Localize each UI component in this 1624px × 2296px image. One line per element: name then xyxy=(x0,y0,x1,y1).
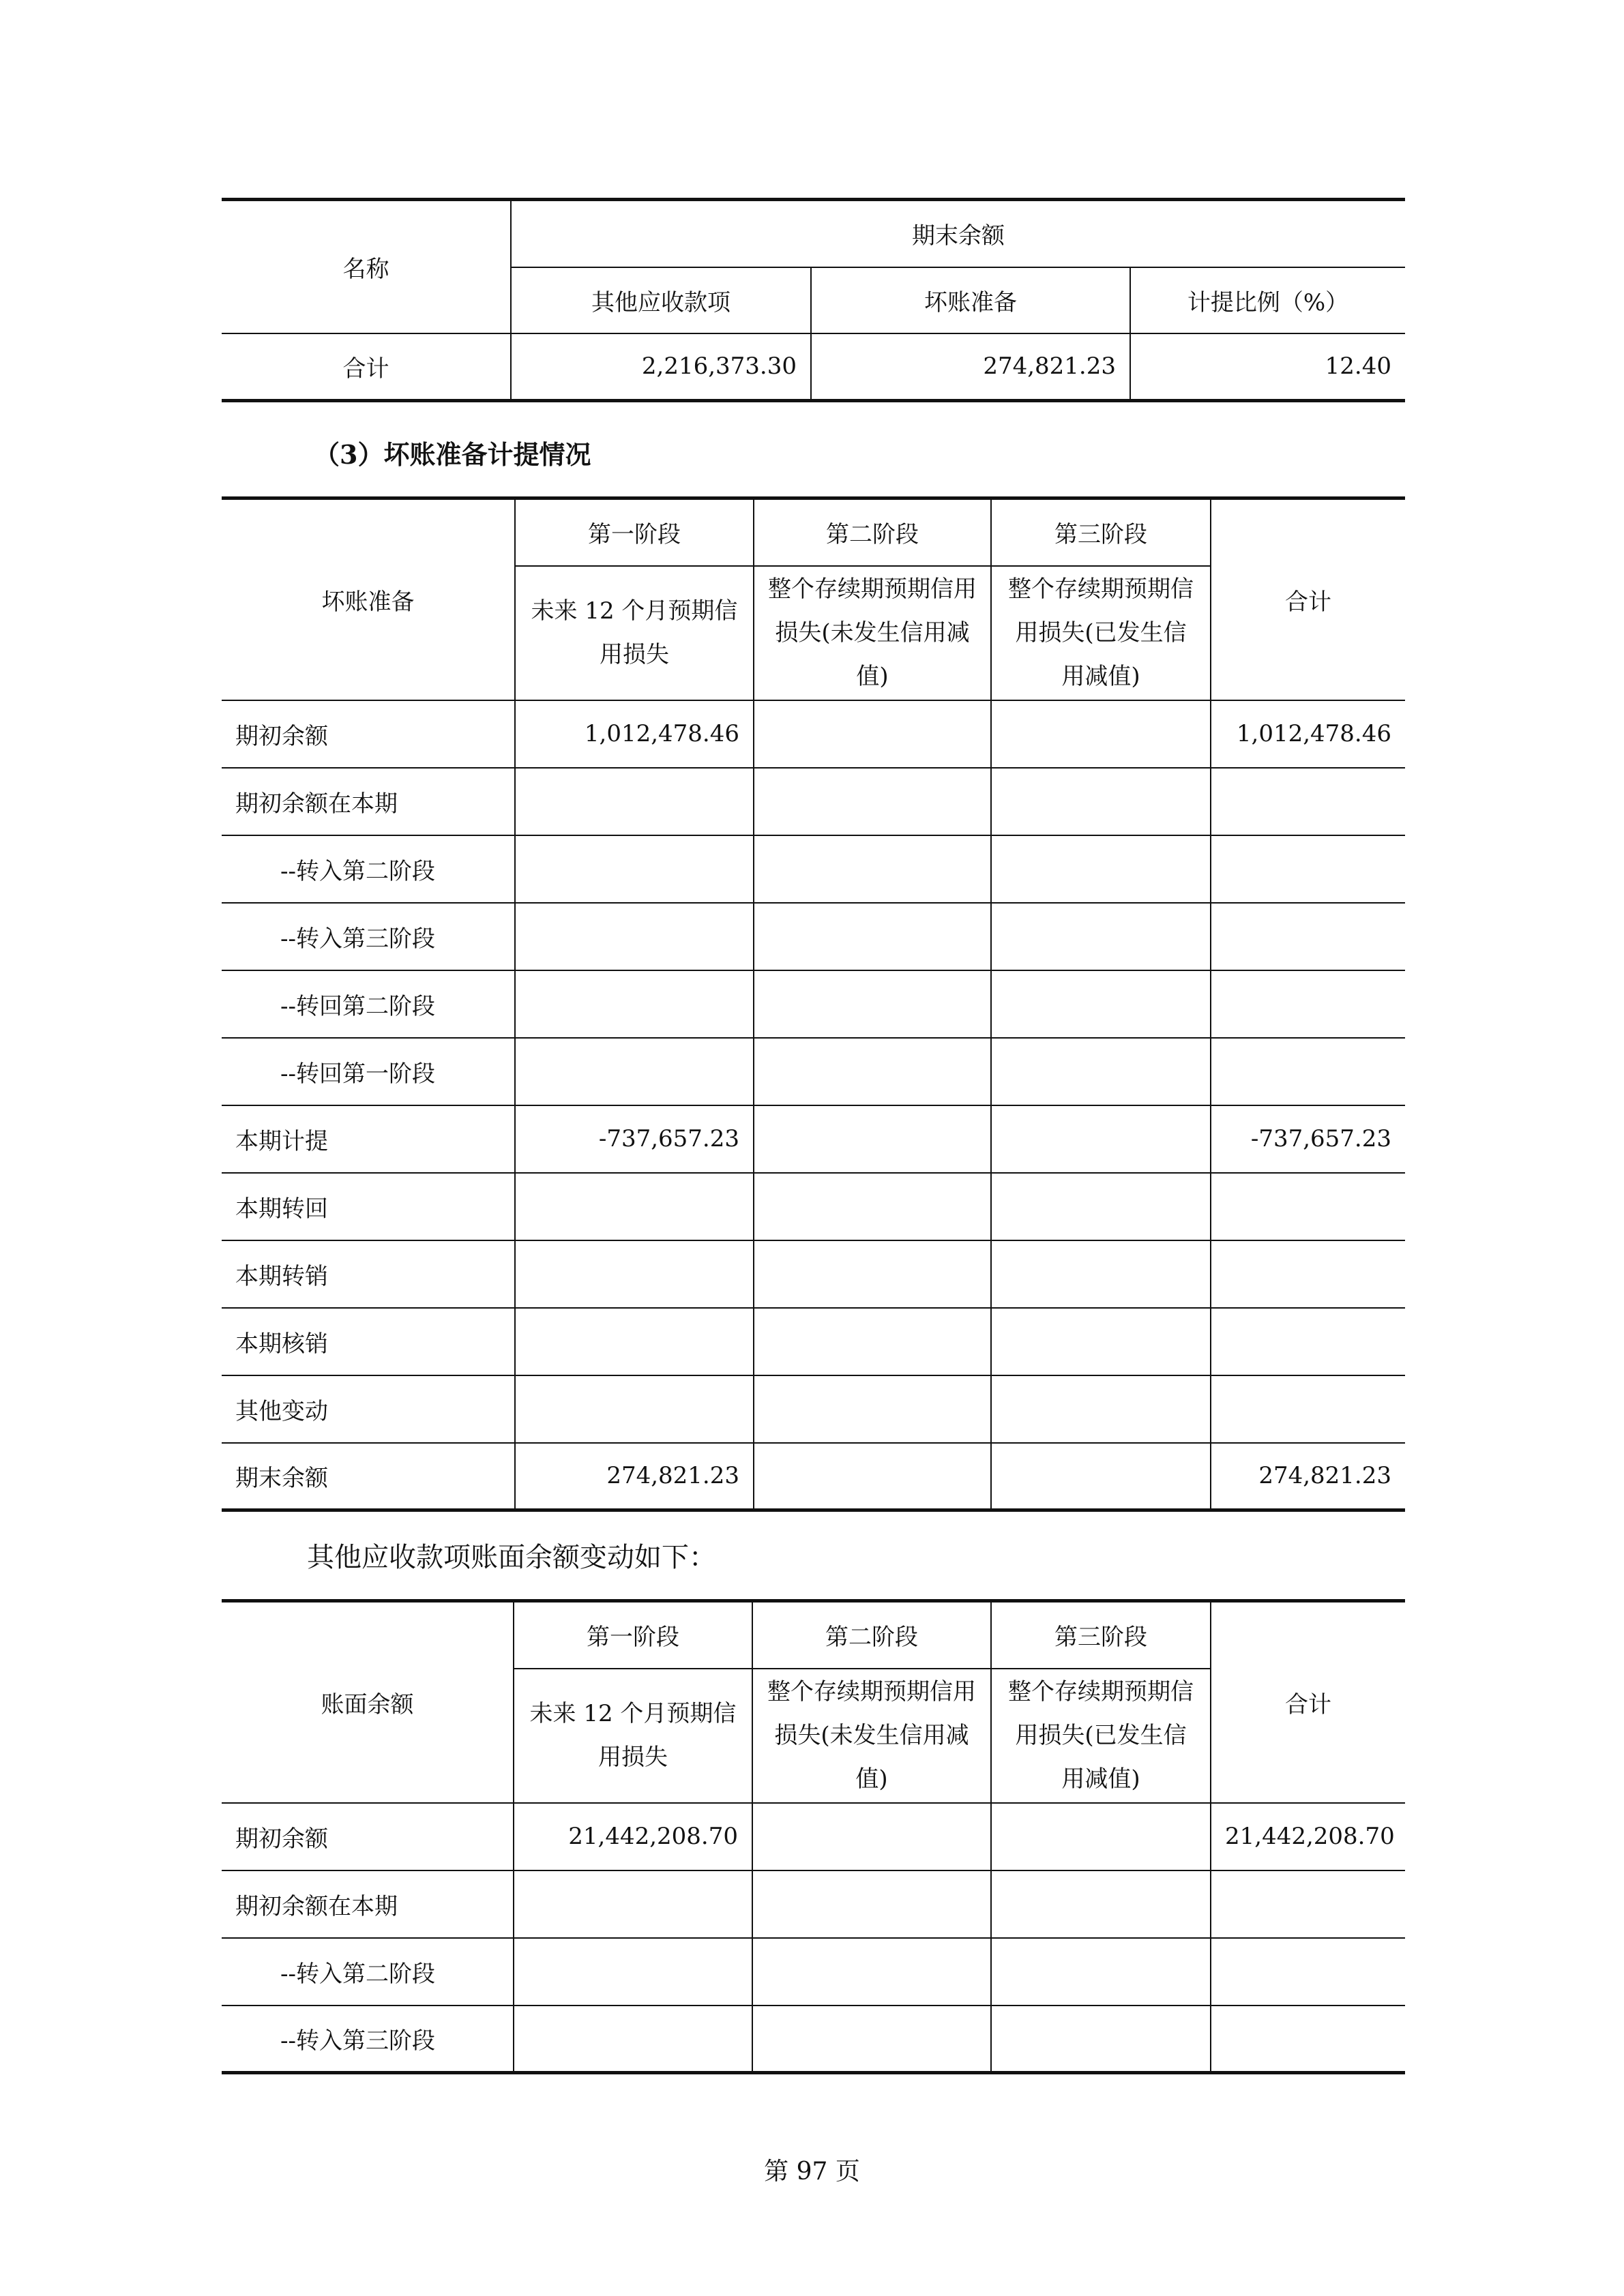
cell-value xyxy=(991,970,1211,1038)
table-row xyxy=(222,1038,1405,1105)
row-label: --转入第二阶段 xyxy=(222,835,515,903)
cell-value xyxy=(1211,1173,1405,1240)
table-row xyxy=(222,1240,1405,1308)
cell-value xyxy=(515,1038,754,1105)
header-row-label: 坏账准备 xyxy=(222,498,515,700)
cell-value xyxy=(515,1308,754,1375)
cell-value xyxy=(1211,835,1405,903)
cell-value xyxy=(514,2006,752,2073)
row-label: --转入第三阶段 xyxy=(222,2006,514,2073)
cell-value: 1,012,478.46 xyxy=(1211,700,1405,768)
header-total: 合计 xyxy=(1211,498,1405,700)
paragraph-carrying-amount-change: 其他应收款项账面余额变动如下： xyxy=(307,1542,716,1573)
cell-value xyxy=(754,903,991,970)
cell-value xyxy=(754,970,991,1038)
row-label: --转入第三阶段 xyxy=(222,903,515,970)
cell-value xyxy=(1211,1038,1405,1105)
cell-value: 21,442,208.70 xyxy=(1211,1803,1405,1870)
cell-value xyxy=(752,1938,991,2006)
table-bad-debt-provision xyxy=(222,496,1405,1512)
cell-value: 274,821.23 xyxy=(515,1443,754,1510)
header-stage-1-desc: 未来 12 个月预期信用损失 xyxy=(515,566,754,700)
cell-value xyxy=(991,1938,1211,2006)
cell-value xyxy=(754,1443,991,1510)
row-label: 期初余额在本期 xyxy=(222,768,515,835)
section-heading: （3）坏账准备计提情况 xyxy=(314,439,591,470)
table-row xyxy=(222,768,1405,835)
table-row xyxy=(222,970,1405,1038)
cell-value xyxy=(1211,2006,1405,2073)
table-row xyxy=(222,835,1405,903)
header-stage-2: 第二阶段 xyxy=(752,1601,991,1669)
header-row-label: 账面余额 xyxy=(222,1601,514,1803)
cell-value xyxy=(1211,1375,1405,1443)
row-label: 本期核销 xyxy=(222,1308,515,1375)
cell-value xyxy=(991,1240,1211,1308)
cell-value xyxy=(754,1308,991,1375)
table-row xyxy=(222,2006,1405,2073)
page-number: 第 97 页 xyxy=(764,2158,860,2186)
table-row xyxy=(222,1870,1405,1938)
table-row xyxy=(222,1375,1405,1443)
cell-value xyxy=(754,700,991,768)
row-label: 期初余额 xyxy=(222,1803,514,1870)
cell-value xyxy=(991,2006,1211,2073)
cell-value xyxy=(1211,1308,1405,1375)
cell-value: 274,821.23 xyxy=(1211,1443,1405,1510)
cell-value xyxy=(754,1105,991,1173)
table-row xyxy=(222,1938,1405,2006)
row-label: --转回第一阶段 xyxy=(222,1038,515,1105)
header-stage-1-desc: 未来 12 个月预期信用损失 xyxy=(514,1669,752,1803)
cell-value xyxy=(515,1375,754,1443)
header-stage-2-desc: 整个存续期预期信用损失(未发生信用减值) xyxy=(752,1669,991,1803)
table-ending-balance xyxy=(222,198,1405,402)
cell-value xyxy=(754,1038,991,1105)
cell-value xyxy=(1211,768,1405,835)
row-label: 合计 xyxy=(222,333,511,401)
cell-value: 12.40 xyxy=(1130,333,1405,401)
cell-value: -737,657.23 xyxy=(515,1105,754,1173)
header-total: 合计 xyxy=(1211,1601,1405,1803)
cell-value xyxy=(752,2006,991,2073)
cell-value xyxy=(991,1443,1211,1510)
table-row xyxy=(222,333,1405,401)
row-label: --转入第二阶段 xyxy=(222,1938,514,2006)
cell-value xyxy=(1211,1240,1405,1308)
cell-value xyxy=(991,1803,1211,1870)
row-label: 其他变动 xyxy=(222,1375,515,1443)
cell-value xyxy=(991,903,1211,970)
cell-value xyxy=(754,1173,991,1240)
cell-value xyxy=(515,1240,754,1308)
header-stage-3-desc: 整个存续期预期信用损失(已发生信用减值) xyxy=(991,566,1211,700)
cell-value: 274,821.23 xyxy=(811,333,1130,401)
cell-value xyxy=(752,1803,991,1870)
row-label: 本期转销 xyxy=(222,1240,515,1308)
row-label: 期初余额在本期 xyxy=(222,1870,514,1938)
header-name: 名称 xyxy=(222,200,511,333)
header-stage-1: 第一阶段 xyxy=(515,498,754,566)
cell-value xyxy=(514,1870,752,1938)
table-row xyxy=(222,700,1405,768)
header-other-receivables: 其他应收款项 xyxy=(511,267,811,333)
cell-value: 1,012,478.46 xyxy=(515,700,754,768)
table-row xyxy=(222,1803,1405,1870)
cell-value xyxy=(991,1308,1211,1375)
cell-value xyxy=(1211,903,1405,970)
header-stage-2-desc: 整个存续期预期信用损失(未发生信用减值) xyxy=(754,566,991,700)
header-stage-2: 第二阶段 xyxy=(754,498,991,566)
cell-value xyxy=(1211,970,1405,1038)
cell-value xyxy=(752,1870,991,1938)
row-label: 期末余额 xyxy=(222,1443,515,1510)
cell-value: 2,216,373.30 xyxy=(511,333,811,401)
table-row xyxy=(222,1105,1405,1173)
table-row xyxy=(222,1443,1405,1510)
table-row xyxy=(222,1173,1405,1240)
cell-value xyxy=(1211,1938,1405,2006)
cell-value xyxy=(754,1240,991,1308)
cell-value xyxy=(754,1375,991,1443)
cell-value xyxy=(991,1038,1211,1105)
cell-value xyxy=(991,700,1211,768)
cell-value xyxy=(754,835,991,903)
header-stage-3: 第三阶段 xyxy=(991,498,1211,566)
row-label: 期初余额 xyxy=(222,700,515,768)
cell-value xyxy=(991,1870,1211,1938)
cell-value: 21,442,208.70 xyxy=(514,1803,752,1870)
cell-value: -737,657.23 xyxy=(1211,1105,1405,1173)
header-stage-3-desc: 整个存续期预期信用损失(已发生信用减值) xyxy=(991,1669,1211,1803)
cell-value xyxy=(1211,1870,1405,1938)
header-provision-ratio: 计提比例（%） xyxy=(1130,267,1405,333)
cell-value xyxy=(514,1938,752,2006)
cell-value xyxy=(991,1105,1211,1173)
cell-value xyxy=(991,835,1211,903)
row-label: --转回第二阶段 xyxy=(222,970,515,1038)
cell-value xyxy=(991,1173,1211,1240)
cell-value xyxy=(991,1375,1211,1443)
cell-value xyxy=(991,768,1211,835)
table-row xyxy=(222,903,1405,970)
cell-value xyxy=(515,768,754,835)
cell-value xyxy=(515,970,754,1038)
cell-value xyxy=(754,768,991,835)
table-carrying-amount xyxy=(222,1599,1405,2074)
header-stage-3: 第三阶段 xyxy=(991,1601,1211,1669)
header-stage-1: 第一阶段 xyxy=(514,1601,752,1669)
cell-value xyxy=(515,1173,754,1240)
cell-value xyxy=(515,835,754,903)
header-bad-debt-provision: 坏账准备 xyxy=(811,267,1130,333)
row-label: 本期转回 xyxy=(222,1173,515,1240)
table-row xyxy=(222,1308,1405,1375)
header-ending-balance: 期末余额 xyxy=(511,200,1405,267)
cell-value xyxy=(515,903,754,970)
row-label: 本期计提 xyxy=(222,1105,515,1173)
